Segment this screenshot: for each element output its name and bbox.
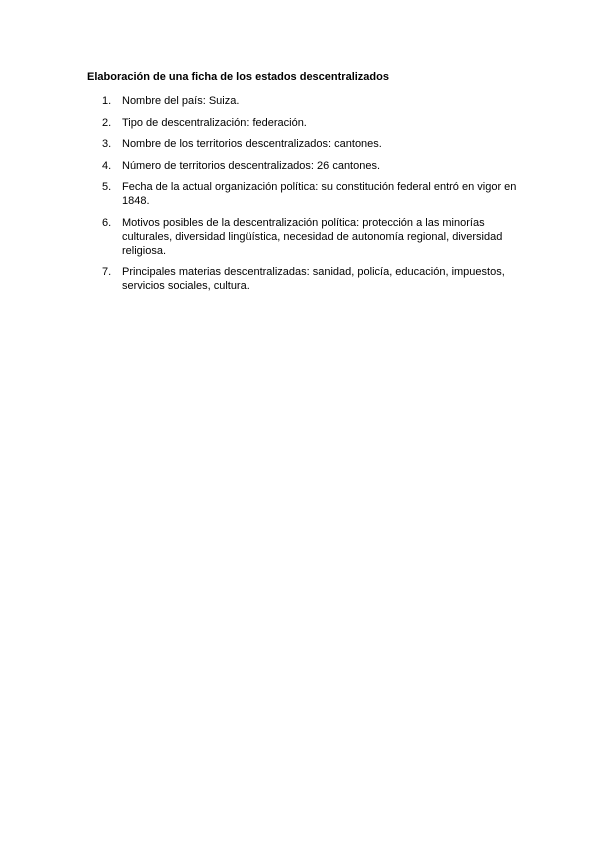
list-item	[87, 216, 517, 258]
list-item	[87, 94, 517, 108]
list-item-number: 6.	[102, 216, 112, 229]
list-item-text: Motivos posibles de la descentralización política: protección a las minorías culturales, diversidad lingüística, necesidad de autonomía regional, diversidad religiosa.	[122, 216, 503, 257]
list-item-number: 1.	[102, 95, 112, 107]
list-item-number: 2.	[102, 116, 112, 129]
list-item	[87, 137, 517, 151]
numbered-list	[87, 94, 517, 301]
list-item-text: Nombre del país: Suiza.	[122, 95, 240, 107]
list-item-number: 3.	[102, 138, 112, 150]
list-item-number: 7.	[102, 266, 112, 278]
list-item	[87, 265, 517, 293]
list-item	[87, 159, 517, 173]
document-title: Elaboración de una ficha de los estados descentralizados	[87, 71, 389, 83]
list-item	[87, 116, 517, 130]
list-item-text: Fecha de la actual organización política: su constitución federal entró en vigor en 1848.	[122, 181, 517, 207]
list-item-text: Principales materias descentralizadas: sanidad, policía, educación, impuestos, servicios sociales, cultura.	[122, 266, 505, 292]
list-item-text: Número de territorios descentralizados: 26 cantones.	[122, 159, 381, 172]
list-item-number: 5.	[102, 181, 112, 193]
list-item	[87, 180, 517, 208]
list-item-text: Tipo de descentralización: federación.	[122, 116, 307, 129]
list-item-number: 4.	[102, 159, 112, 172]
list-item-text: Nombre de los territorios descentralizados: cantones.	[122, 138, 382, 150]
